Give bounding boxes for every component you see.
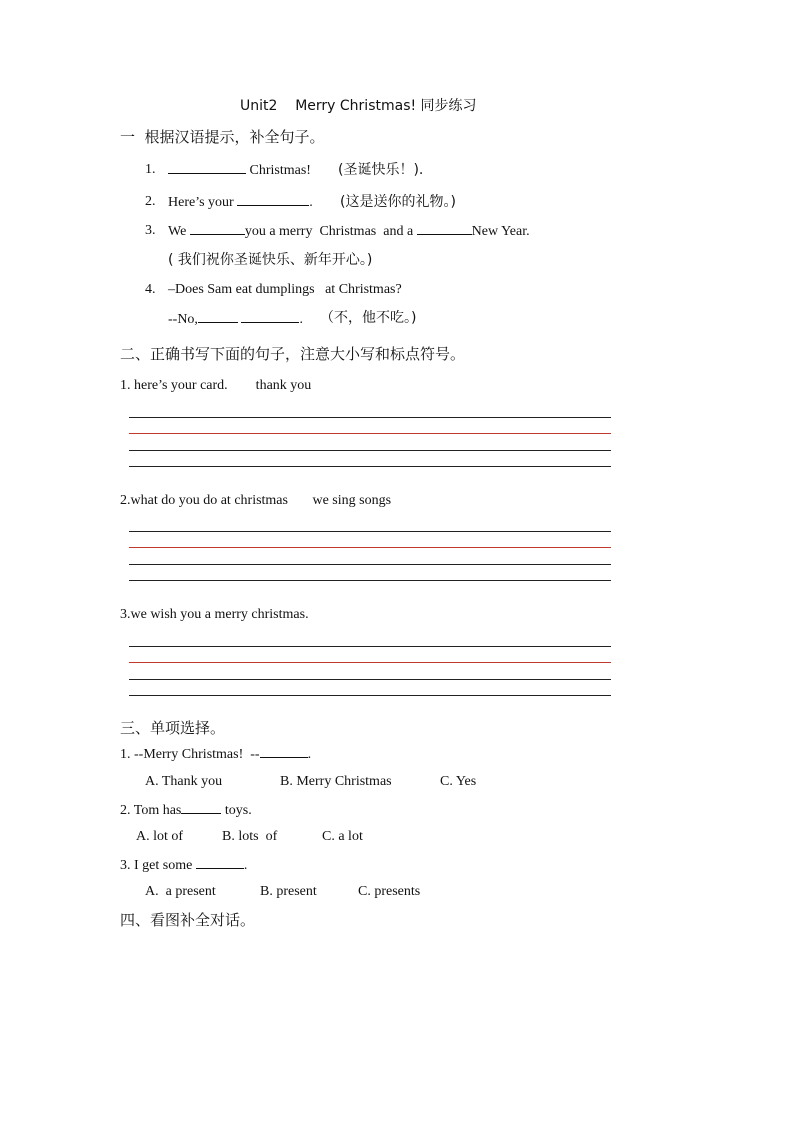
answer-blank[interactable] [417, 222, 472, 235]
writing-line [129, 646, 611, 647]
question-1-4-line1: –Does Sam eat dumplings at Christmas? [168, 282, 402, 297]
copy-sentence-1: 1. here’s your card. thank you [120, 378, 312, 393]
page-title: Unit2 Merry Christmas! 同步练习 [240, 98, 477, 114]
writing-line [129, 417, 611, 418]
question-number: 1. [145, 162, 156, 177]
answer-blank[interactable] [241, 310, 299, 323]
writing-line [129, 564, 611, 565]
writing-line-red [129, 433, 611, 434]
answer-blank[interactable] [196, 856, 244, 869]
option-c[interactable]: C. Yes [440, 774, 477, 789]
question-number: 2. [145, 194, 156, 209]
option-c[interactable]: C. presents [358, 884, 421, 899]
question-1-4-line2: --No, . [168, 312, 303, 327]
writing-line [129, 695, 611, 696]
section-3-heading: 三、单项选择。 [120, 719, 226, 737]
section-1-heading: 一 根据汉语提示，补全句子。 [120, 128, 325, 146]
question-number: 3. [145, 223, 156, 238]
mc-question-1: 1. --Merry Christmas! -- . [120, 747, 312, 762]
question-1-1: Christmas! [168, 161, 311, 180]
hint-chinese: (这是送你的礼物。) [340, 194, 456, 210]
writing-line [129, 679, 611, 680]
copy-sentence-3: 3.we wish you a merry christmas. [120, 607, 309, 622]
writing-line-red [129, 662, 611, 663]
answer-blank[interactable] [190, 222, 245, 235]
question-1-3: We you a merry Christmas and a New Year. [168, 224, 530, 239]
hint-chinese: (圣诞快乐！). [338, 162, 424, 178]
writing-line [129, 450, 611, 451]
answer-blank[interactable] [168, 161, 246, 174]
option-a[interactable]: A. a present [145, 884, 216, 899]
writing-line [129, 580, 611, 581]
answer-blank[interactable] [181, 801, 221, 814]
option-b[interactable]: B. lots of [222, 829, 278, 844]
answer-blank[interactable] [198, 310, 238, 323]
mc-question-3: 3. I get some . [120, 858, 248, 873]
question-number: 4. [145, 282, 156, 297]
option-a[interactable]: A. Thank you [145, 774, 223, 789]
option-b[interactable]: B. present [260, 884, 317, 899]
answer-blank[interactable] [237, 193, 309, 206]
option-b[interactable]: B. Merry Christmas [280, 774, 392, 789]
hint-chinese: （不，他不吃。) [320, 310, 417, 326]
answer-blank[interactable] [260, 745, 308, 758]
section-2-heading: 二、正确书写下面的句子，注意大小写和标点符号。 [120, 345, 466, 363]
mc-question-2: 2. Tom has toys. [120, 803, 252, 818]
writing-line [129, 466, 611, 467]
hint-chinese: ( 我们祝你圣诞快乐、新年开心。) [168, 252, 373, 268]
option-a[interactable]: A. lot of [136, 829, 184, 844]
option-c[interactable]: C. a lot [322, 829, 363, 844]
section-4-heading: 四、看图补全对话。 [120, 911, 256, 929]
writing-line [129, 531, 611, 532]
copy-sentence-2: 2.what do you do at christmas we sing songs [120, 493, 392, 508]
question-1-2: Here’s your . [168, 195, 313, 210]
writing-line-red [129, 547, 611, 548]
